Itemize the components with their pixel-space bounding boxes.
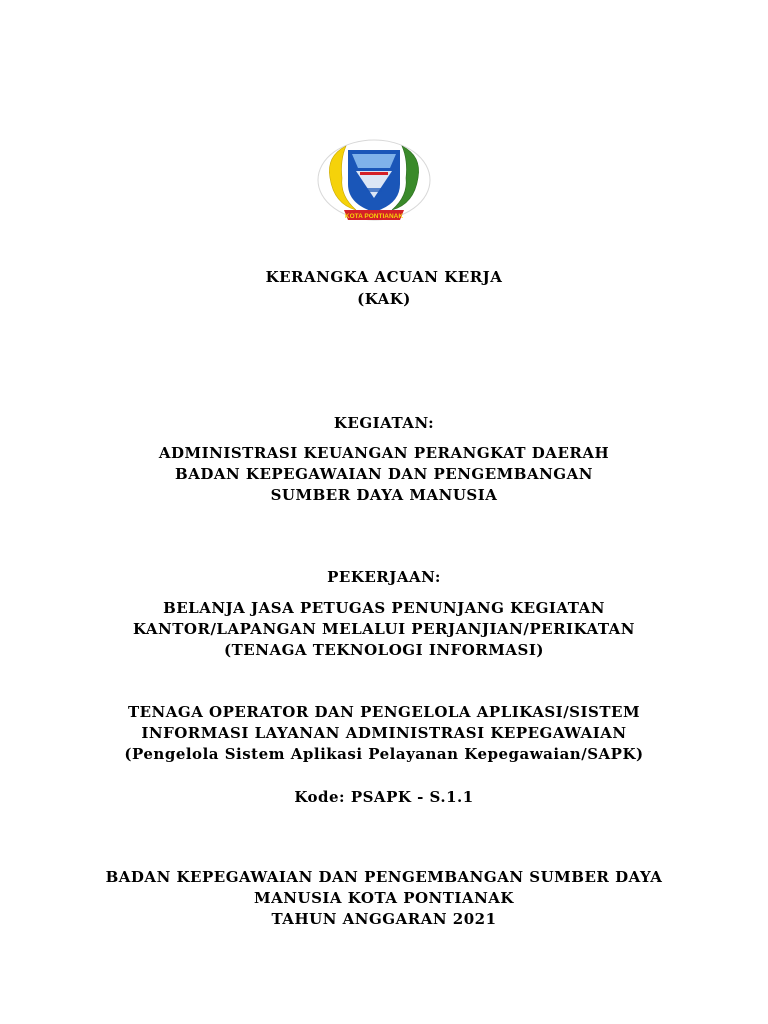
pekerjaan-line-3: (TENAGA TEKNOLOGI INFORMASI) [224,641,544,659]
title-line-1: KERANGKA ACUAN KERJA [265,268,503,286]
kode-line: Kode: PSAPK - S.1.1 [294,788,474,806]
title-line-2: (KAK) [357,290,411,308]
kegiatan-line-2: BADAN KEPEGAWAIAN DAN PENGEMBANGAN [175,465,593,483]
tenaga-line-1: TENAGA OPERATOR DAN PENGELOLA APLIKASI/SISTEM [127,703,641,721]
footer-line-3: TAHUN ANGGARAN 2021 [271,910,497,928]
footer-line-1: BADAN KEPEGAWAIAN DAN PENGEMBANGAN SUMBER DAYA [105,868,663,886]
kegiatan-label: KEGIATAN: [333,414,435,432]
tenaga-line-2: INFORMASI LAYANAN ADMINISTRASI KEPEGAWAIAN [141,724,627,742]
pekerjaan-label: PEKERJAAN: [327,568,441,586]
tenaga-line-3: (Pengelola Sistem Aplikasi Pelayanan Kepegawaian/SAPK) [124,745,644,763]
pekerjaan-line-1: BELANJA JASA PETUGAS PENUNJANG KEGIATAN [163,599,605,617]
pekerjaan-line-2: KANTOR/LAPANGAN MELALUI PERJANJIAN/PERIKATAN [132,620,636,638]
kota-pontianak-emblem [316,138,432,232]
kegiatan-line-3: SUMBER DAYA MANUSIA [270,486,498,504]
footer-line-2: MANUSIA KOTA PONTIANAK [254,889,514,907]
emblem-ribbon-text: KOTA PONTIANAK [344,213,404,220]
kegiatan-line-1: ADMINISTRASI KEUANGAN PERANGKAT DAERAH [158,444,610,462]
